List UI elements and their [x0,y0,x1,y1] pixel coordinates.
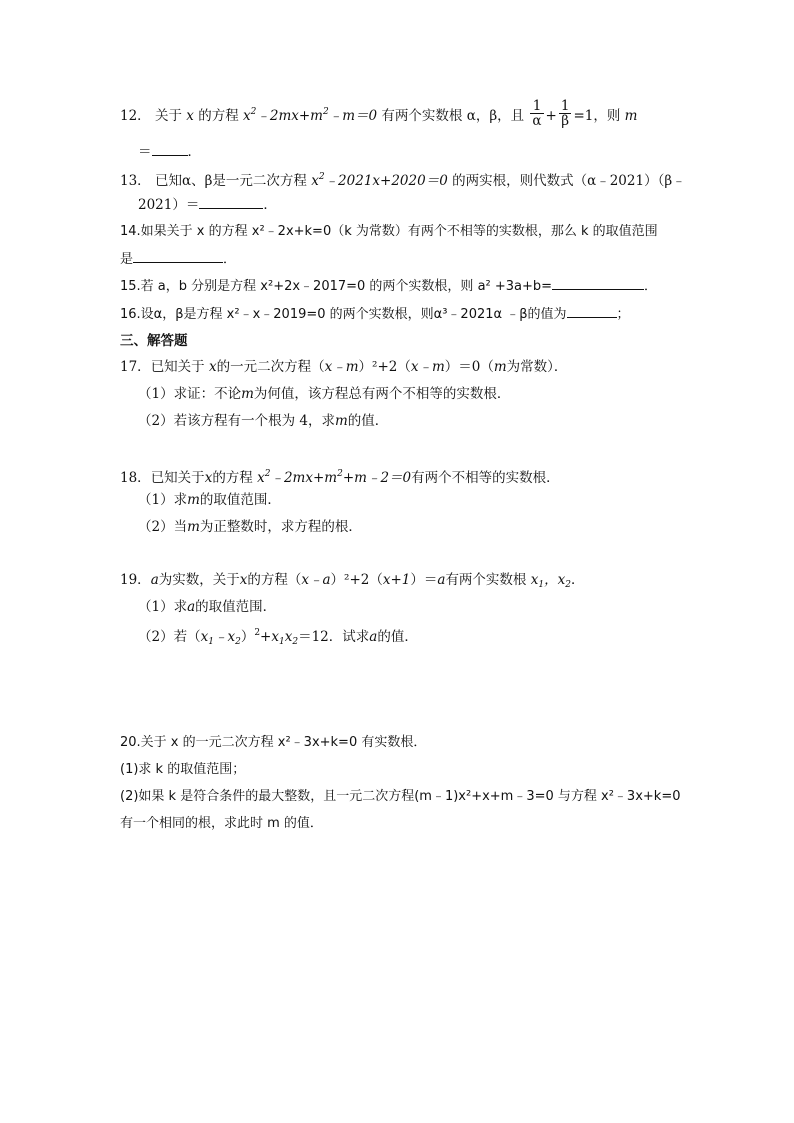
question-19: 19．a为实数，关于x的方程（x﹣a）²+2（x+1）＝a有两个实数根 $x_1$，$x_2$． [120,572,585,590]
question-18-part-2: （2）当m为正整数时，求方程的根． [138,519,362,535]
question-19-part-1: （1）求a的取值范围． [138,599,277,615]
answer-blank-13[interactable] [199,194,263,209]
question-18: 18．已知关于x的方程 $x^2﹣2mx+m^2+m﹣2=0$有两个不相等的实数根． [120,469,560,486]
answer-blank-14[interactable] [133,248,223,263]
question-17-part-2: （2）若该方程有一个根为 4，求m的值． [138,413,389,429]
equation-q13: $x^2﹣2021x+2020=0$ [311,172,448,189]
section-heading-solutions: 三、解答题 [120,333,188,349]
question-12: 12． 关于 x 的方程 $x^2﹣2mx+m^2﹣m=0$ 有两个实数根 α，β，且 $\frac{1}{\alpha}$ + $\frac{1}{\beta}$ =1，则 m [120,98,638,129]
answer-blank-16[interactable] [567,303,617,318]
question-14: 14.如果关于 x 的方程 x²﹣2x+k=0（k 为常数）有两个不相等的实数根，那么 k 的取值范围 [120,224,658,239]
answer-blank-15[interactable] [552,275,644,290]
question-20-part-2: (2)如果 k 是符合条件的最大整数，且一元二次方程(m﹣1)x²+x+m﹣3=0 与方程 x²﹣3x+k=0 [120,789,681,804]
fraction-1-over-beta: $\frac{1}{\beta}$ [560,98,570,129]
equation-q12: $x^2﹣2mx+m^2﹣m=0$ [243,107,378,124]
answer-blank-12[interactable] [152,141,188,156]
question-16: 16.设α，β是方程 x²﹣x﹣2019=0 的两个实数根，则α³﹣2021α ﹣β的值为 ； [120,303,630,325]
question-17-part-1: （1）求证：不论m为何值，该方程总有两个不相等的实数根． [138,386,511,402]
question-13-continuation: 2021）＝ ． [138,194,277,215]
question-20: 20.关于 x 的一元二次方程 x²﹣3x+k=0 有实数根． [120,735,427,750]
question-15: 15.若 a，b 分别是方程 x²+2x﹣2017=0 的两个实数根，则 a² +3a+b= ． [120,275,657,297]
question-19-part-2: （2）若$(x_1﹣x_2)^2+x_1x_2=12$．试求a的值． [138,628,418,647]
question-13: 13． 已知α、β是一元二次方程 $x^2﹣2021x+2020=0$ 的两实根，则代数式（α﹣2021）（β﹣ [120,172,686,189]
question-18-part-1: （1）求m的取值范围． [138,492,281,508]
question-20-part-1: (1)求 k 的取值范围； [120,762,246,777]
question-17: 17．已知关于 x的一元二次方程（x﹣m）²+2（x﹣m）＝0（m为常数）． [120,359,568,375]
question-12-continuation: ＝ ． [138,141,201,162]
question-14-continuation: 是 ． [120,248,236,270]
fraction-1-over-alpha: $\frac{1}{\alpha}$ [532,98,542,129]
question-20-part-2-continuation: 有一个相同的根，求此时 m 的值． [120,816,323,831]
roots-x1-x2: $x_1$，$x_2$ [530,572,571,590]
equation-q18: $x^2﹣2mx+m^2+m﹣2=0$ [257,469,412,486]
